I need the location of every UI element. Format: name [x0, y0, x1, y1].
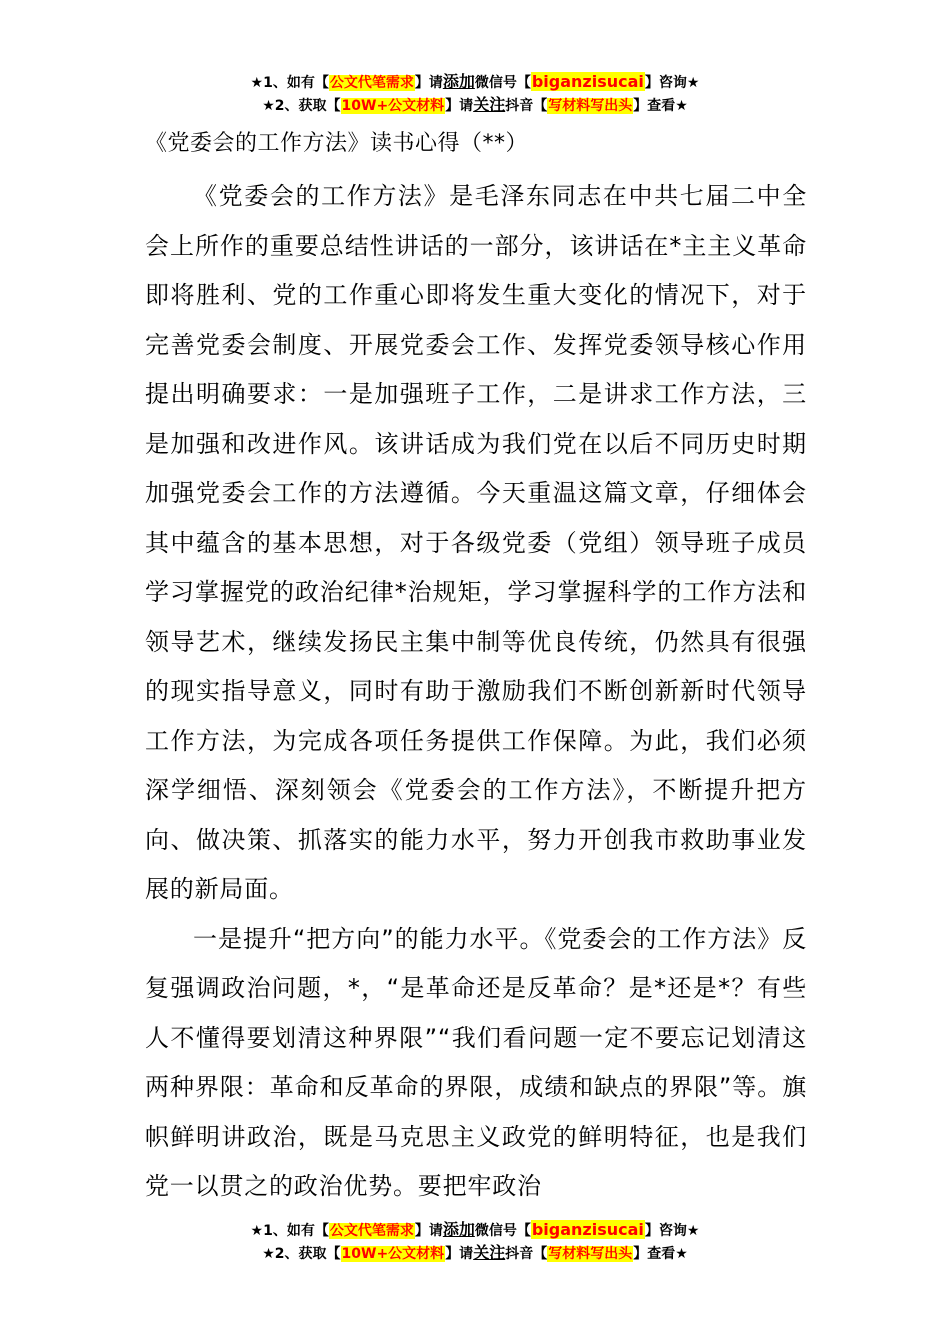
- promo-highlight: 公文代笔需求: [329, 75, 414, 91]
- paragraph-point-one: 一是提升“把方向”的能力水平。《党委会的工作方法》反复强调政治问题，*，“是革命还是反革命？是*还是*？有些人不懂得要划清这种界限”“我们看问题一定不要忘记划清这两种界限：革命和反革命的界限，成绩和缺点的界限”等。旗帜鲜明讲政治，既是马克思主义政党的鲜明特征，也是我们党一以贯之的政治优势。要把牢政治: [145, 924, 808, 1200]
- promo-text: 微信号【: [474, 1223, 531, 1239]
- promo-text: 抖音【: [505, 1246, 548, 1262]
- promo-text: 】请: [414, 75, 443, 91]
- promo-text: ★1、如有【: [250, 1223, 329, 1239]
- promo-banner-bottom: [0, 1218, 950, 1264]
- document-body: [145, 124, 807, 1212]
- promo-text: ★1、如有【: [250, 75, 329, 91]
- promo-line-2: [0, 1241, 950, 1264]
- promo-text: 】查看★: [633, 98, 688, 114]
- promo-line-1: [0, 1218, 950, 1241]
- promo-emphasis: 关注: [473, 1243, 506, 1262]
- promo-line-2: [0, 93, 950, 116]
- promo-banner-top: [0, 70, 950, 116]
- promo-highlight: 10W+公文材料: [341, 1246, 445, 1262]
- promo-highlight: 公文代笔需求: [329, 1223, 414, 1239]
- promo-emphasis: 关注: [473, 95, 506, 114]
- promo-highlight: 10W+公文材料: [341, 98, 445, 114]
- promo-text: 】请: [445, 1246, 474, 1262]
- promo-text: 】查看★: [633, 1246, 688, 1262]
- promo-text: 微信号【: [474, 75, 531, 91]
- promo-text: ★2、获取【: [262, 1246, 341, 1262]
- promo-line-1: [0, 70, 950, 93]
- promo-douyin-account: 写材料写出头: [548, 98, 633, 114]
- paragraph-intro: 《党委会的工作方法》是毛泽东同志在中共七届二中全会上所作的重要总结性讲话的一部分，该讲话在*主主义革命即将胜利、党的工作重心即将发生重大变化的情况下，对于完善党委会制度、开展党委会工作、发挥党委领导核心作用提出明确要求：一是加强班子工作，二是讲求工作方法，三是加强和改进作风。该讲话成为我们党在以后不同历史时期加强党委会工作的方法遵循。今天重温这篇文章，仔细体会其中蕴含的基本思想，对于各级党委（党组）领导班子成员学习掌握党的政治纪律*治规矩，学习掌握科学的工作方法和领导艺术，继续发扬民主集中制等优良传统，仍然具有很强的现实指导意义，同时有助于激励我们不断创新新时代领导工作方法，为完成各项任务提供工作保障。为此，我们必须深学细悟、深刻领会《党委会的工作方法》，不断提升把方向、做决策、抓落实的能力水平，努力开创我市救助事业发展的新局面。: [145, 182, 807, 903]
- promo-wechat-id: biganzisucai: [531, 72, 644, 91]
- promo-douyin-account: 写材料写出头: [548, 1246, 633, 1262]
- promo-text: ★2、获取【: [262, 98, 341, 114]
- promo-text: 】咨询★: [644, 75, 700, 91]
- promo-emphasis: 添加: [442, 1220, 475, 1239]
- promo-text: 】请: [445, 98, 474, 114]
- promo-wechat-id: biganzisucai: [531, 1220, 644, 1239]
- document-title: 《党委会的工作方法》读书心得（**）: [145, 131, 529, 156]
- promo-text: 抖音【: [505, 98, 548, 114]
- promo-text: 】请: [414, 1223, 443, 1239]
- promo-emphasis: 添加: [442, 72, 475, 91]
- promo-text: 】咨询★: [644, 1223, 700, 1239]
